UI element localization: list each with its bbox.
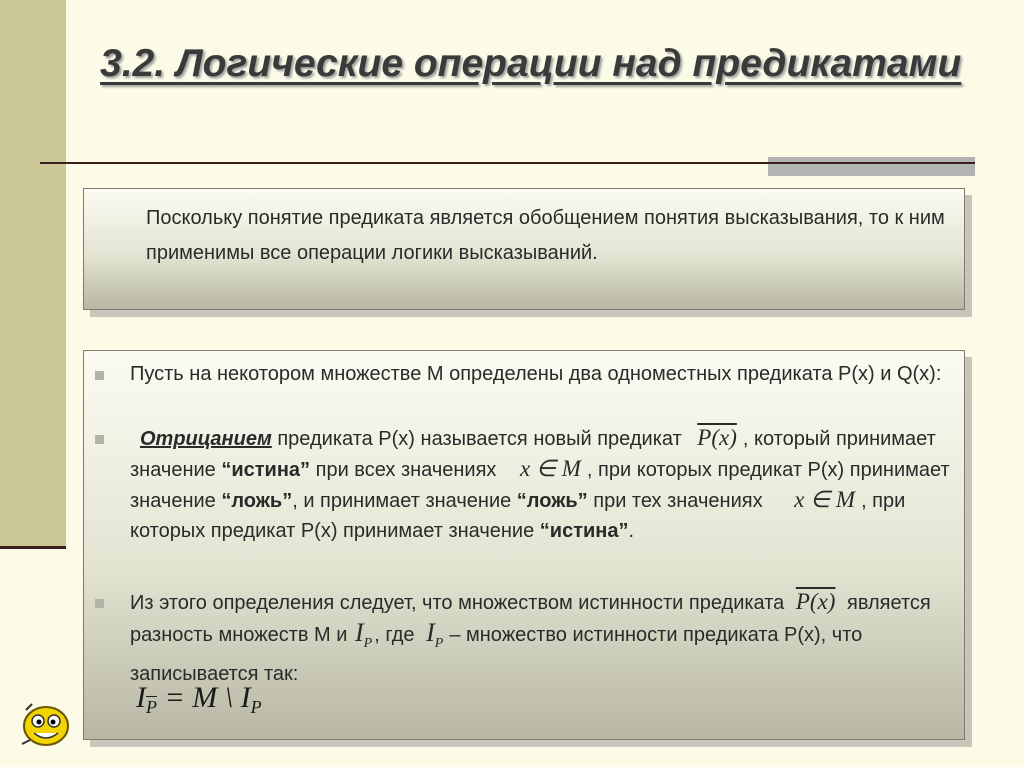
truth-set-math-2: $I_P$ xyxy=(426,618,444,651)
definition-text-e: , и принимает значение xyxy=(292,490,512,512)
negation-term: Отрицанием xyxy=(140,428,272,450)
definition-text-c: при всех значениях xyxy=(315,459,497,481)
true-word: “истина” xyxy=(221,459,311,481)
intro-text: Поскольку понятие предиката является обобщением понятия высказывания, то к ним применимы все операции логики высказываний. xyxy=(146,207,945,264)
list-item-3 xyxy=(130,587,950,689)
definition-box xyxy=(83,350,965,740)
page-title: 3.2. Логические операции над предикатами xyxy=(100,42,962,85)
conclusion-text-b: является разность множеств М и xyxy=(130,592,931,646)
definition-text-f: при тех значениях xyxy=(593,490,763,512)
conclusion-text-d: – xyxy=(449,624,461,646)
negated-predicate-math-2: P(x) xyxy=(795,589,836,614)
false-word-2: “ложь” xyxy=(516,490,588,512)
square-bullet-icon xyxy=(95,435,104,444)
definition-text-h: . xyxy=(628,520,635,542)
list-item-2: Отрицанием предиката Р(х) называется новый предикат P(x) , который принимает значение “истина” при всех значениях x ∈ M , при которых предикат Р(х) принимает значение “ложь”, и принимает значение “ложь” при тех значениях x ∈ M , при которых предикат Р(х) принимает значение “истина”. xyxy=(130,425,950,542)
false-word: “ложь” xyxy=(221,490,293,512)
definition-text-b: который принимает значение xyxy=(130,428,936,481)
conclusion-text-e: множество истинности предиката Р(х), что записывается так: xyxy=(130,624,863,685)
truth-set-math: $I_P$ xyxy=(354,618,373,651)
set-difference-formula: $I_{\overline{P}} = M$ \ $I_P$ xyxy=(136,681,262,717)
left-decorative-band xyxy=(0,0,66,548)
true-word-2: “истина” xyxy=(539,520,629,542)
definition-text-g: , при которых предикат Р(х) принимает значение xyxy=(130,490,906,542)
title-divider xyxy=(40,162,975,164)
left-band-rule xyxy=(0,546,66,549)
definition-text-d: при которых предикат Р(х) принимает значение xyxy=(130,459,950,512)
list-item-1: Пусть на некотором множестве М определены два одноместных предиката Р(х) и Q(x): xyxy=(130,363,942,385)
smiley-mascot-icon xyxy=(16,700,76,752)
definition-text-a: предиката Р(х) называется новый предикат xyxy=(271,428,682,450)
square-bullet-icon xyxy=(95,599,104,608)
conclusion-text-a: Из этого определения следует, что множеством истинности предиката xyxy=(130,592,785,614)
square-bullet-icon xyxy=(95,371,104,380)
title-accent-bar xyxy=(768,157,975,176)
conclusion-text-c: , где xyxy=(374,624,415,646)
negated-predicate-math: P(x) xyxy=(697,425,737,450)
intro-box xyxy=(83,188,965,310)
x-in-m-math: x ∈ M xyxy=(520,456,581,481)
x-in-m-math-2: x ∈ M xyxy=(794,487,856,512)
